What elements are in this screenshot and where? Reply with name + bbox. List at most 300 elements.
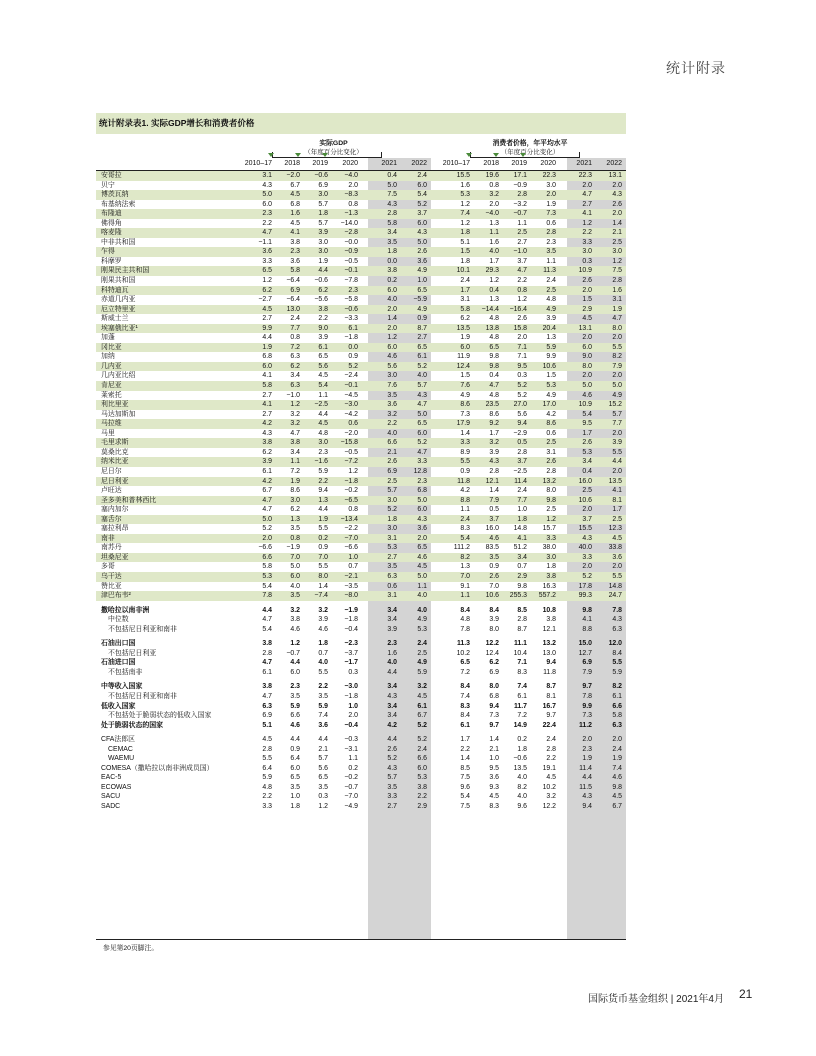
cpi-cell: 17.0 bbox=[542, 401, 556, 409]
table-row bbox=[96, 582, 626, 592]
cpi-header-subtitle: （年度百分比变化） bbox=[500, 149, 560, 156]
gdp-cell: −1.1 bbox=[258, 238, 272, 246]
cpi-cell: 4.2 bbox=[546, 410, 556, 418]
table-row bbox=[96, 562, 626, 572]
gdp-cell: 5.2 bbox=[417, 721, 427, 729]
cpi-cell: 7.1 bbox=[517, 353, 527, 361]
cpi-cell: 5.5 bbox=[612, 448, 622, 456]
gdp-cell: 5.2 bbox=[348, 362, 358, 370]
table-row bbox=[96, 429, 626, 439]
cpi-cell: 14.8 bbox=[513, 525, 527, 533]
cpi-cell: 11.4 bbox=[579, 764, 592, 772]
gdp-cell: 4.4 bbox=[318, 267, 328, 275]
table-row bbox=[96, 572, 626, 582]
cpi-cell: 8.2 bbox=[460, 553, 470, 561]
cpi-cell: 5.9 bbox=[546, 343, 556, 351]
gdp-cell: −8.3 bbox=[344, 191, 358, 199]
gdp-cell: 3.6 bbox=[417, 525, 427, 533]
table-row bbox=[96, 496, 626, 506]
gdp-cell: 3.5 bbox=[290, 525, 300, 533]
gdp-cell: 5.2 bbox=[417, 200, 427, 208]
gdp-cell: 3.9 bbox=[262, 458, 272, 466]
cpi-cell: 4.2 bbox=[460, 487, 470, 495]
cpi-cell: 8.1 bbox=[546, 692, 556, 700]
gdp-cell: 6.0 bbox=[417, 429, 427, 437]
gdp-cell: 5.3 bbox=[417, 774, 427, 782]
gdp-cell: 5.3 bbox=[387, 544, 397, 552]
gdp-cell: 2.2 bbox=[318, 683, 328, 691]
cpi-cell: 1.1 bbox=[517, 219, 527, 227]
cpi-cell: 13.8 bbox=[485, 324, 499, 332]
table-row bbox=[96, 457, 626, 467]
cpi-cell: 1.3 bbox=[460, 563, 470, 571]
row-label: 塞内加尔 bbox=[101, 506, 129, 514]
gdp-cell: −1.8 bbox=[344, 334, 358, 342]
cpi-cell: 3.3 bbox=[582, 553, 592, 561]
cpi-cell: 4.8 bbox=[546, 296, 556, 304]
cpi-cell: 10.6 bbox=[578, 496, 592, 504]
cpi-cell: 9.4 bbox=[546, 659, 556, 667]
cpi-cell: 4.8 bbox=[489, 315, 499, 323]
row-label: 几内亚 bbox=[101, 362, 122, 370]
cpi-cell: 8.8 bbox=[582, 625, 592, 633]
cpi-cell: 1.8 bbox=[517, 745, 527, 753]
cpi-cell: 4.7 bbox=[489, 382, 499, 390]
table-row bbox=[96, 606, 626, 616]
cpi-cell: 5.4 bbox=[582, 410, 592, 418]
cpi-cell: 7.7 bbox=[612, 420, 622, 428]
cpi-cell: 1.5 bbox=[460, 248, 470, 256]
cpi-cell: 2.5 bbox=[546, 506, 556, 514]
cpi-cell: 4.6 bbox=[582, 391, 592, 399]
cpi-cell: 11.5 bbox=[579, 783, 592, 791]
gdp-cell: 5.2 bbox=[262, 525, 272, 533]
table-row bbox=[96, 735, 626, 745]
gdp-cell: 3.5 bbox=[290, 692, 300, 700]
cpi-cell: 5.5 bbox=[612, 343, 622, 351]
cpi-cell: 23.5 bbox=[485, 401, 499, 409]
row-label: 加纳 bbox=[101, 353, 115, 361]
gdp-cell: 1.2 bbox=[318, 803, 328, 810]
cpi-cell: 12.1 bbox=[542, 625, 556, 633]
gdp-cell: −2.1 bbox=[344, 572, 358, 580]
gdp-cell: −4.0 bbox=[344, 172, 358, 179]
gdp-cell: 2.2 bbox=[318, 315, 328, 323]
gdp-cell: 5.6 bbox=[318, 362, 328, 370]
cpi-cell: 12.7 bbox=[578, 649, 592, 657]
cpi-cell: 13.1 bbox=[578, 324, 592, 332]
table-row bbox=[96, 721, 626, 731]
cpi-cell: 10.9 bbox=[578, 401, 592, 409]
cpi-year-2021: 2021 bbox=[576, 160, 592, 167]
cpi-cell: 0.8 bbox=[517, 286, 527, 294]
gdp-marker-icon bbox=[322, 153, 328, 157]
gdp-cell: 3.0 bbox=[318, 191, 328, 199]
cpi-cell: 4.8 bbox=[489, 334, 499, 342]
gdp-cell: −8.0 bbox=[344, 592, 358, 600]
row-label: 布基纳法索 bbox=[101, 200, 136, 208]
cpi-cell: 2.9 bbox=[517, 572, 527, 580]
gdp-cell: 6.2 bbox=[290, 506, 300, 514]
cpi-cell: 1.9 bbox=[582, 755, 592, 763]
gdp-cell: 4.3 bbox=[387, 692, 397, 700]
cpi-cell: 7.4 bbox=[612, 764, 622, 772]
cpi-cell: 7.5 bbox=[460, 803, 470, 810]
gdp-cell: 0.0 bbox=[348, 343, 358, 351]
table-row bbox=[96, 257, 626, 267]
cpi-cell: 3.2 bbox=[489, 191, 499, 199]
table-row bbox=[96, 200, 626, 210]
cpi-cell: −0.9 bbox=[513, 181, 527, 189]
gdp-cell: 0.8 bbox=[290, 534, 300, 542]
gdp-marker-icon bbox=[268, 153, 274, 157]
row-label: 不包括处于脆弱状态的低收入国家 bbox=[108, 712, 212, 720]
cpi-cell: 5.4 bbox=[460, 534, 470, 542]
row-label: 埃塞俄比亚¹ bbox=[101, 324, 138, 332]
gdp-cell: 3.0 bbox=[387, 496, 397, 504]
gdp-cell: 6.9 bbox=[318, 181, 328, 189]
cpi-cell: 1.1 bbox=[546, 257, 556, 265]
row-label: 加蓬 bbox=[101, 334, 115, 342]
gdp-cell: 0.2 bbox=[318, 534, 328, 542]
gdp-cell: 4.7 bbox=[262, 659, 272, 667]
gdp-cell: 0.9 bbox=[348, 353, 358, 361]
cpi-cell: 7.8 bbox=[582, 692, 592, 700]
gdp-cell: 2.6 bbox=[417, 248, 427, 256]
gdp-cell: 1.1 bbox=[417, 582, 427, 590]
cpi-cell: 1.1 bbox=[489, 229, 499, 237]
gdp-cell: 7.2 bbox=[290, 467, 300, 475]
gdp-cell: 3.4 bbox=[387, 712, 397, 720]
cpi-cell: 1.2 bbox=[582, 219, 592, 227]
row-label: 肯尼亚 bbox=[101, 382, 122, 390]
gdp-cell: 12.8 bbox=[413, 467, 427, 475]
cpi-cell: 0.4 bbox=[582, 467, 592, 475]
cpi-cell: 5.4 bbox=[460, 793, 470, 801]
cpi-cell: 6.6 bbox=[612, 702, 622, 710]
gdp-cell: 4.2 bbox=[262, 420, 272, 428]
cpi-cell: 2.0 bbox=[612, 372, 622, 380]
gdp-cell: 3.8 bbox=[262, 439, 272, 447]
gdp-cell: 5.7 bbox=[318, 755, 328, 763]
gdp-header-subtitle: （年度百分比变化） bbox=[304, 149, 363, 156]
cpi-cell: 40.0 bbox=[578, 544, 592, 552]
gdp-cell: 4.4 bbox=[290, 736, 300, 744]
table-row bbox=[96, 305, 626, 315]
gdp-cell: 2.3 bbox=[318, 448, 328, 456]
gdp-cell: −0.4 bbox=[344, 625, 358, 633]
cpi-cell: 2.0 bbox=[582, 286, 592, 294]
cpi-cell: 7.0 bbox=[460, 572, 470, 580]
gdp-cell: 3.2 bbox=[290, 420, 300, 428]
row-label: 坦桑尼亚 bbox=[101, 553, 129, 561]
cpi-cell: 2.7 bbox=[517, 238, 527, 246]
cpi-cell: 11.4 bbox=[514, 477, 527, 485]
cpi-cell: 2.4 bbox=[517, 487, 527, 495]
gdp-cell: 2.2 bbox=[262, 219, 272, 227]
gdp-cell: 9.0 bbox=[318, 324, 328, 332]
gdp-cell: −0.5 bbox=[344, 448, 358, 456]
cpi-cell: 5.3 bbox=[460, 191, 470, 199]
gdp-cell: 4.0 bbox=[290, 582, 300, 590]
cpi-cell: 7.5 bbox=[612, 267, 622, 275]
cpi-cell: 3.9 bbox=[489, 448, 499, 456]
cpi-cell: 4.1 bbox=[612, 487, 622, 495]
cpi-cell: 4.8 bbox=[460, 616, 470, 624]
gdp-cell: 4.1 bbox=[262, 401, 272, 409]
cpi-cell: 8.6 bbox=[460, 401, 470, 409]
cpi-cell: 3.7 bbox=[517, 257, 527, 265]
gdp-cell: 6.7 bbox=[417, 712, 427, 720]
table-row bbox=[96, 682, 626, 692]
row-label: EAC-5 bbox=[101, 774, 122, 782]
cpi-cell: 1.1 bbox=[460, 592, 470, 600]
gdp-cell: 3.8 bbox=[290, 238, 300, 246]
cpi-cell: 5.1 bbox=[460, 238, 470, 246]
gdp-cell: 0.8 bbox=[290, 334, 300, 342]
cpi-cell: 1.8 bbox=[460, 229, 470, 237]
cpi-cell: 11.3 bbox=[456, 640, 470, 648]
cpi-cell: 7.9 bbox=[582, 668, 592, 676]
gdp-cell: 4.0 bbox=[387, 429, 397, 437]
gdp-cell: 6.0 bbox=[417, 219, 427, 227]
cpi-cell: 1.9 bbox=[460, 334, 470, 342]
gdp-cell: 4.3 bbox=[417, 515, 427, 523]
cpi-cell: 6.7 bbox=[612, 803, 622, 810]
gdp-cell: 3.7 bbox=[417, 210, 427, 218]
gdp-cell: −0.6 bbox=[314, 277, 328, 285]
gdp-cell: 6.6 bbox=[417, 755, 427, 763]
cpi-cell: 7.8 bbox=[460, 625, 470, 633]
row-label: 冈比亚 bbox=[101, 343, 122, 351]
table-row bbox=[96, 615, 626, 625]
cpi-cell: 3.8 bbox=[546, 616, 556, 624]
cpi-cell: 1.0 bbox=[517, 506, 527, 514]
gdp-cell: −0.3 bbox=[344, 736, 358, 744]
cpi-cell: 111.2 bbox=[453, 544, 470, 552]
cpi-cell: 2.5 bbox=[612, 515, 622, 523]
gdp-cell: 4.7 bbox=[262, 496, 272, 504]
gdp-cell: 2.8 bbox=[387, 210, 397, 218]
row-label: 南苏丹 bbox=[101, 544, 122, 552]
gdp-cell: −2.5 bbox=[314, 401, 328, 409]
cpi-cell: 9.9 bbox=[546, 353, 556, 361]
cpi-cell: 0.6 bbox=[546, 429, 556, 437]
gdp-cell: 5.4 bbox=[262, 582, 272, 590]
gdp-cell: 5.7 bbox=[387, 774, 397, 782]
table-title: 统计附录表1. 实际GDP增长和消费者价格 bbox=[96, 113, 626, 134]
row-label: 乍得 bbox=[101, 248, 115, 256]
gdp-cell: −5.9 bbox=[413, 296, 427, 304]
cpi-cell: 17.8 bbox=[578, 582, 592, 590]
cpi-cell: 4.1 bbox=[582, 616, 592, 624]
cpi-cell: 3.9 bbox=[612, 439, 622, 447]
gdp-cell: 3.8 bbox=[290, 616, 300, 624]
gdp-cell: −6.4 bbox=[286, 277, 300, 285]
gdp-cell: 5.8 bbox=[262, 563, 272, 571]
cpi-cell: 2.0 bbox=[612, 429, 622, 437]
cpi-cell: 0.7 bbox=[517, 563, 527, 571]
gdp-cell: −0.6 bbox=[314, 172, 328, 179]
cpi-cell: 9.6 bbox=[460, 783, 470, 791]
gdp-cell: 6.1 bbox=[318, 343, 328, 351]
gdp-cell: 2.7 bbox=[262, 410, 272, 418]
gdp-cell: −2.8 bbox=[344, 229, 358, 237]
gdp-cell: 4.4 bbox=[387, 668, 397, 676]
gdp-cell: 1.9 bbox=[290, 477, 300, 485]
gdp-cell: 6.3 bbox=[290, 353, 300, 361]
gdp-cell: 0.7 bbox=[348, 563, 358, 571]
gdp-cell: 6.5 bbox=[417, 343, 427, 351]
cpi-cell: 3.6 bbox=[489, 774, 499, 782]
cpi-cell: 4.1 bbox=[517, 534, 527, 542]
cpi-cell: 1.2 bbox=[517, 296, 527, 304]
gdp-cell: 0.9 bbox=[290, 745, 300, 753]
cpi-cell: 3.1 bbox=[460, 296, 470, 304]
gdp-cell: 5.5 bbox=[318, 525, 328, 533]
cpi-cell: 1.6 bbox=[489, 238, 499, 246]
table-row bbox=[96, 190, 626, 200]
gdp-cell: 2.3 bbox=[290, 248, 300, 256]
cpi-cell: 3.3 bbox=[460, 439, 470, 447]
gdp-cell: 3.3 bbox=[262, 257, 272, 265]
row-label: 撒哈拉以南非洲 bbox=[101, 606, 150, 614]
gdp-cell: 3.4 bbox=[290, 448, 300, 456]
cpi-cell: 3.0 bbox=[546, 181, 556, 189]
gdp-cell: 0.3 bbox=[318, 793, 328, 801]
table-row bbox=[96, 238, 626, 248]
cpi-cell: 0.9 bbox=[489, 563, 499, 571]
cpi-cell: 10.6 bbox=[485, 592, 499, 600]
gdp-cell: 3.2 bbox=[290, 606, 300, 614]
cpi-cell: 14.8 bbox=[608, 582, 622, 590]
table-row bbox=[96, 362, 626, 372]
cpi-cell: 3.9 bbox=[546, 315, 556, 323]
gdp-cell: 1.8 bbox=[318, 210, 328, 218]
gdp-cell: 4.9 bbox=[417, 616, 427, 624]
gdp-year-2022: 2022 bbox=[411, 160, 427, 167]
cpi-cell: 1.2 bbox=[489, 277, 499, 285]
data-table-body bbox=[96, 171, 626, 812]
gdp-cell: 5.5 bbox=[262, 755, 272, 763]
cpi-cell: 7.4 bbox=[460, 692, 470, 700]
gdp-cell: 7.0 bbox=[290, 553, 300, 561]
gdp-cell: 1.0 bbox=[348, 553, 358, 561]
gdp-header-title: 实际GDP bbox=[319, 140, 348, 147]
gdp-cell: 3.0 bbox=[318, 248, 328, 256]
cpi-cell: 4.4 bbox=[612, 458, 622, 466]
gdp-cell: 5.9 bbox=[262, 774, 272, 782]
gdp-cell: 4.1 bbox=[290, 229, 300, 237]
gdp-cell: 0.2 bbox=[387, 277, 397, 285]
gdp-cell: 6.3 bbox=[387, 572, 397, 580]
cpi-cell: 1.1 bbox=[460, 506, 470, 514]
gdp-cell: 2.9 bbox=[417, 803, 427, 810]
gdp-cell: 5.7 bbox=[318, 219, 328, 227]
page-number: 21 bbox=[739, 987, 753, 1001]
cpi-cell: 0.4 bbox=[489, 372, 499, 380]
gdp-cell: 2.3 bbox=[387, 640, 397, 648]
cpi-cell: 1.3 bbox=[489, 296, 499, 304]
footnote: 参见第20页脚注。 bbox=[103, 945, 159, 952]
gdp-cell: 6.0 bbox=[417, 764, 427, 772]
gdp-cell: 3.4 bbox=[387, 616, 397, 624]
cpi-cell: 255.3 bbox=[509, 592, 527, 600]
gdp-cell: 3.5 bbox=[387, 238, 397, 246]
gdp-cell: 6.7 bbox=[290, 181, 300, 189]
table-row bbox=[96, 209, 626, 219]
gdp-cell: 4.0 bbox=[387, 296, 397, 304]
gdp-cell: 4.9 bbox=[417, 305, 427, 313]
gdp-cell: 5.8 bbox=[290, 267, 300, 275]
cpi-cell: 8.3 bbox=[460, 525, 470, 533]
gdp-cell: 1.2 bbox=[348, 467, 358, 475]
gdp-cell: 5.9 bbox=[318, 702, 328, 710]
cpi-cell: 8.2 bbox=[612, 683, 622, 691]
cpi-cell: 13.5 bbox=[608, 477, 622, 485]
gdp-cell: 2.4 bbox=[417, 745, 427, 753]
gdp-cell: 5.9 bbox=[290, 702, 300, 710]
cpi-cell: 4.0 bbox=[517, 793, 527, 801]
cpi-cell: 12.3 bbox=[608, 525, 622, 533]
cpi-cell: 7.4 bbox=[517, 683, 527, 691]
gdp-cell: 3.9 bbox=[318, 334, 328, 342]
cpi-cell: −1.0 bbox=[513, 248, 527, 256]
gdp-cell: 4.7 bbox=[262, 692, 272, 700]
table-row bbox=[96, 745, 626, 755]
gdp-cell: 2.1 bbox=[387, 448, 397, 456]
table-row bbox=[96, 649, 626, 659]
cpi-cell: 4.6 bbox=[612, 774, 622, 782]
cpi-cell: 6.3 bbox=[612, 721, 622, 729]
cpi-cell: 2.1 bbox=[489, 745, 499, 753]
table-row bbox=[96, 171, 626, 181]
gdp-cell: 3.5 bbox=[387, 391, 397, 399]
row-label: 尼日利亚 bbox=[101, 477, 129, 485]
cpi-cell: 6.9 bbox=[489, 668, 499, 676]
cpi-cell: 8.4 bbox=[460, 683, 470, 691]
cpi-cell: 2.5 bbox=[546, 286, 556, 294]
cpi-cell: 33.8 bbox=[608, 544, 622, 552]
cpi-cell: 6.5 bbox=[489, 343, 499, 351]
gdp-cell: 2.7 bbox=[262, 315, 272, 323]
cpi-cell: 13.2 bbox=[542, 640, 556, 648]
cpi-cell: 3.1 bbox=[612, 296, 622, 304]
row-label: 佛得角 bbox=[101, 219, 122, 227]
cpi-cell: 2.6 bbox=[517, 315, 527, 323]
row-label: 津巴布韦² bbox=[101, 592, 131, 600]
gdp-cell: 2.2 bbox=[318, 477, 328, 485]
gdp-cell: 3.6 bbox=[387, 401, 397, 409]
gdp-cell: −5.6 bbox=[314, 296, 328, 304]
table-row bbox=[96, 625, 626, 635]
row-label: 处于脆弱状态的国家 bbox=[101, 721, 164, 729]
gdp-cell: 5.0 bbox=[417, 572, 427, 580]
gdp-cell: −2.4 bbox=[344, 372, 358, 380]
table-row bbox=[96, 505, 626, 515]
table-row bbox=[96, 333, 626, 343]
cpi-year-2018: 2018 bbox=[483, 160, 499, 167]
cpi-cell: 3.4 bbox=[582, 458, 592, 466]
cpi-cell: 7.8 bbox=[612, 606, 622, 614]
cpi-cell: 1.6 bbox=[612, 286, 622, 294]
gdp-cell: 9.9 bbox=[262, 324, 272, 332]
cpi-cell: 10.8 bbox=[542, 606, 556, 614]
gdp-cell: 4.4 bbox=[387, 736, 397, 744]
cpi-cell: 5.9 bbox=[612, 668, 622, 676]
cpi-cell: 7.2 bbox=[460, 668, 470, 676]
gdp-cell: 2.0 bbox=[387, 324, 397, 332]
